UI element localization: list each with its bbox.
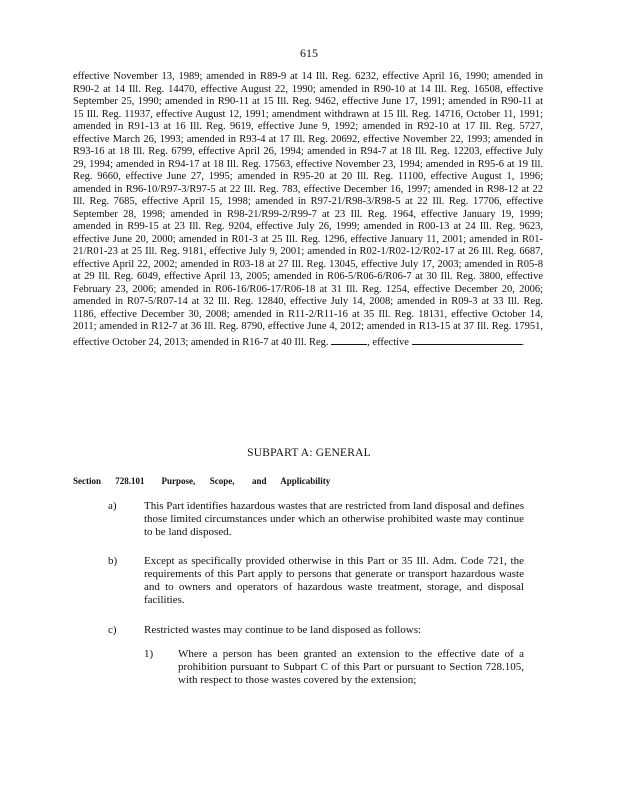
source-note-tail: effective — [372, 336, 409, 348]
paragraph-text: Except as specifically provided otherwise in this Part or 35 Ill. Adm. Code 721, the requirements of this Part apply to persons that generate or transport hazardous waste and to owners and operators of hazardous waste treatment, storage, and disposal facilities. — [144, 555, 524, 606]
paragraph-label: a) — [108, 500, 117, 512]
page-number: 615 — [300, 46, 318, 60]
section-number: 728.101 — [115, 476, 145, 486]
subparagraph-text: Where a person has been granted an extension to the effective date of a prohibition pursuant to Subpart C of this Part or pursuant to Section 728.105, with respect to those wastes covered by the extension; — [178, 648, 524, 686]
section-title-word: Applicability — [280, 476, 331, 486]
section-heading — [73, 476, 330, 486]
paragraph-text: This Part identifies hazardous wastes that are restricted from land disposal and defines those limited circumstances under which an otherwise prohibited waste may continue to be land disposed. — [144, 500, 524, 538]
subparagraph-label: 1) — [144, 648, 154, 660]
paragraph-label: b) — [108, 555, 118, 567]
subpart-heading: SUBPART A: GENERAL — [247, 447, 371, 459]
paragraph-label: c) — [108, 624, 117, 636]
section-label: Section — [73, 476, 101, 486]
source-note-text: effective November 13, 1989; amended in R89-9 at 14 Ill. Reg. 6232, effective April 16, 1990; amended in R90-2 at 14 Ill. Reg. 14470, effective August 22, 1990; amended in R90-10 at 14 Ill. Reg. 16508, effective September 25, 1990; amended in R90-11 at 15 Ill. Reg. 9462, effective June 17, 1991; amended in R90-11 at 15 Ill. Reg. 11937, effective August 12, 1991; amendment withdrawn at 15 Ill. Reg. 14716, October 11, 1991; amended in R91-13 at 16 Ill. Reg. 9619, effective June 9, 1992; amended in R92-10 at 17 Ill. Reg. 5727, effective March 26, 1993; amended in R93-4 at 17 Ill. Reg. 20692, effective November 22, 1993; amended in R93-16 at 18 Ill. Reg. 6799, effective April 26, 1994; amended in R94-7 at 18 Ill. Reg. 12203, effective July 29, 1994; amended in R94-17 at 18 Ill. Reg. 17563, effective November 23, 1994; amended in R95-6 at 19 Ill. Reg. 9660, effective June 27, 1995; amended in R95-20 at 20 Ill. Reg. 11100, effective August 1, 1996; amended in R96-10/R97-3/R97-5 at 22 Ill. Reg. 783, effective December 16, 1997; amended in R98-12 at 22 Ill. Reg. 7685, effective April 15, 1998; amended in R97-21/R98-3/R98-5 at 22 Ill. Reg. 17706, effective September 28, 1998; amended in R98-21/R99-2/R99-7 at 23 Ill. Reg. 1964, effective January 19, 1999; amended in R99-15 at 23 Ill. Reg. 9204, effective July 26, 1999; amended in R00-13 at 24 Ill. Reg. 9623, effective June 20, 2000; amended in R01-3 at 25 Ill. Reg. 1296, effective January 11, 2001; amended in R01-21/R01-23 at 25 Ill. Reg. 9181, effective July 9, 2001; amended in R02-1/R02-12/R02-17 at 26 Ill. Reg. 6687, effective April 22, 2002; amended in R03-18 at 27 Ill. Reg. 13045, effective July 17, 2003; amended in R05-8 at 29 Ill. Reg. 6049, effective April 13, 2005; amended in R06-5/R06-6/R06-7 at 30 Ill. Reg. 3800, effective February 23, 2006; amended in R06-16/R06-17/R06-18 at 31 Ill. Reg. 1254, effective December 20, 2006; amended in R07-5/R07-14 at 32 Ill. Reg. 12840, effective July 14, 2008; amended in R09-3 at 33 Ill. Reg. 1186, effective December 30, 2008; amended in R11-2/R11-16 at 35 Ill. Reg. 18131, effective October 14, 2011; amended in R12-7 at 36 Ill. Reg. 8790, effective June 4, 2012; amended in R13-15 at 37 Ill. Reg. 17951, effective October 24, 2013; amended in R16-7 at 40 Ill. Reg. — [73, 71, 543, 348]
section-title-word: and — [252, 476, 267, 486]
blank-line-citation — [331, 334, 367, 345]
source-note: effective November 13, 1989; amended in R89-9 at 14 Ill. Reg. 6232, effective April 16, 1990; amended in R90-2 at 14 Ill. Reg. 14470, effective August 22, 1990; amended in R90-10 at 14 Ill. Reg. 16508, effective September 25, 1990; amended in R90-11 at 15 Ill. Reg. 9462, effective June 17, 1991; amended in R90-11 at 15 Ill. Reg. 11937, effective August 12, 1991; amendment withdrawn at 15 Ill. Reg. 14716, October 11, 1991; amended in R91-13 at 16 Ill. Reg. 9619, effective June 9, 1992; amended in R92-10 at 17 Ill. Reg. 5727, effective March 26, 1993; amended in R93-4 at 17 Ill. Reg. 20692, effective November 22, 1993; amended in R93-16 at 18 Ill. Reg. 6799, effective April 26, 1994; amended in R94-7 at 18 Ill. Reg. 12203, effective July 29, 1994; amended in R94-17 at 18 Ill. Reg. 17563, effective November 23, 1994; amended in R95-6 at 19 Ill. Reg. 9660, effective June 27, 1995; amended in R95-20 at 20 Ill. Reg. 11100, effective August 1, 1996; amended in R96-10/R97-3/R97-5 at 22 Ill. Reg. 783, effective December 16, 1997; amended in R98-12 at 22 Ill. Reg. 7685, effective April 15, 1998; amended in R97-21/R98-3/R98-5 at 22 Ill. Reg. 17706, effective September 28, 1998; amended in R98-21/R99-2/R99-7 at 23 Ill. Reg. 1964, effective January 19, 1999; amended in R99-15 at 23 Ill. Reg. 9204, effective July 26, 1999; amended in R00-13 at 24 Ill. Reg. 9623, effective June 20, 2000; amended in R01-3 at 25 Ill. Reg. 1296, effective January 11, 2001; amended in R01-21/R01-23 at 25 Ill. Reg. 9181, effective July 9, 2001; amended in R02-1/R02-12/R02-17 at 26 Ill. Reg. 6687, effective April 22, 2002; amended in R03-18 at 27 Ill. Reg. 13045, effective July 17, 2003; amended in R05-8 at 29 Ill. Reg. 6049, effective April 13, 2005; amended in R06-5/R06-6/R06-7 at 30 Ill. Reg. 3800, effective February 23, 2006; amended in R06-16/R06-17/R06-18 at 31 Ill. Reg. 1254, effective December 20, 2006; amended in R07-5/R07-14 at 32 Ill. Reg. 12840, effective July 14, 2008; amended in R09-3 at 33 Ill. Reg. 1186, effective December 30, 2008; amended in R11-2/R11-16 at 35 Ill. Reg. 18131, effective October 14, 2011; amended in R12-7 at 36 Ill. Reg. 8790, effective June 4, 2012; amended in R13-15 at 37 Ill. Reg. 17951, effective October 24, 2013; amended in R16-7 at 40 Ill. Reg. , effective . — [73, 71, 543, 348]
paragraph-text: Restricted wastes may continue to be land disposed as follows: — [144, 624, 422, 636]
section-title-word: Purpose, — [161, 476, 196, 486]
section-title-word: Scope, — [209, 476, 235, 486]
blank-line-effective-date — [412, 334, 522, 345]
